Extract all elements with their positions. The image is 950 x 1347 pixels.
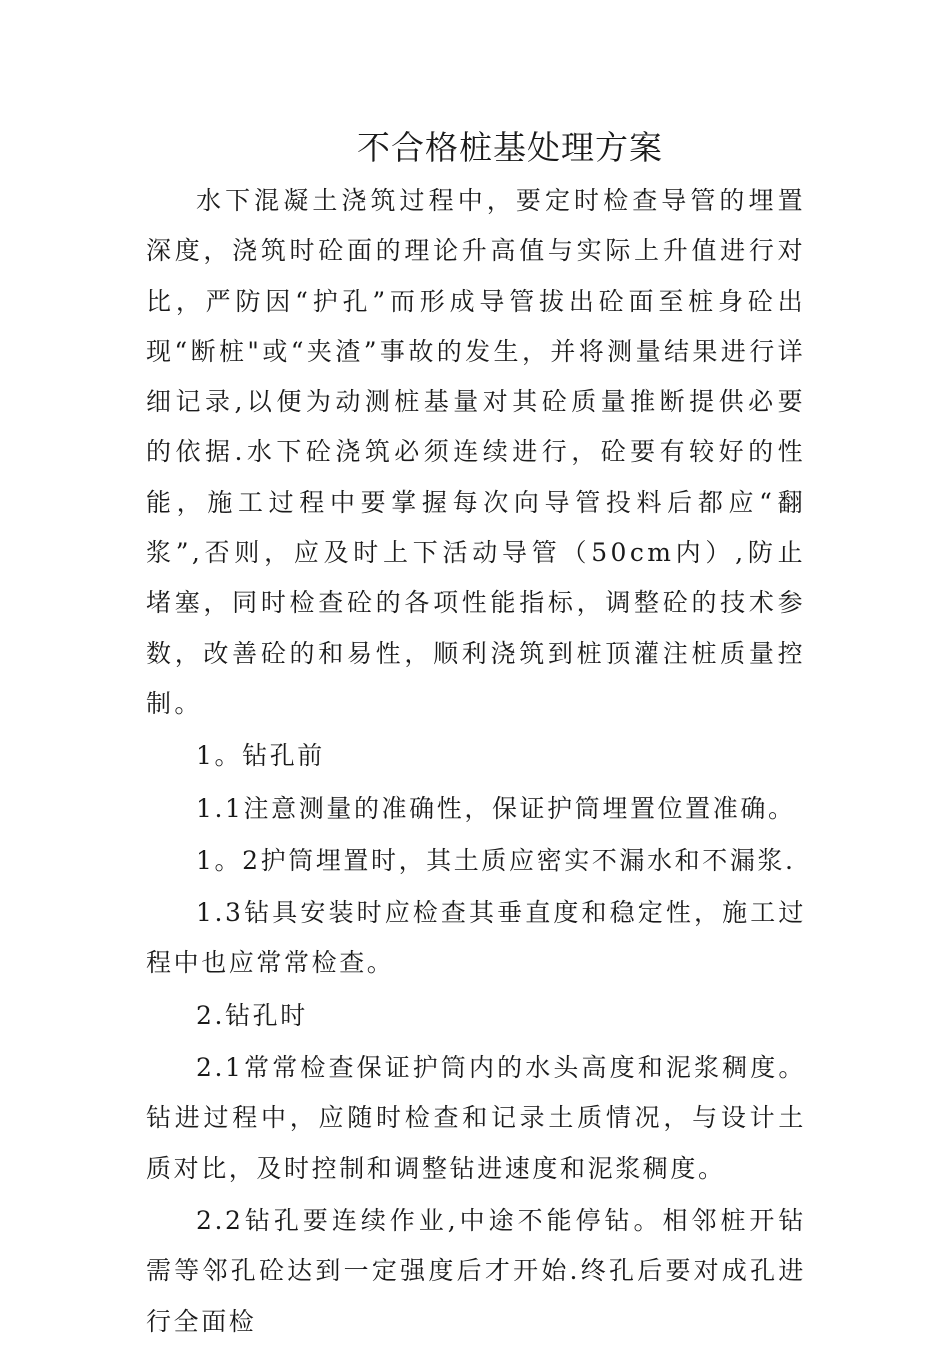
document-body <box>146 176 806 1347</box>
paragraph-1-1: 1.1注意测量的准确性，保证护筒埋置位置准确。 <box>196 793 796 823</box>
paragraph-1-3: 1.3钻具安装时应检查其垂直度和稳定性，施工过程中也应常常检查。 <box>146 898 806 978</box>
paragraph-1-2: 1。2护筒埋置时，其土质应密实不漏水和不漏浆. <box>196 845 796 875</box>
section-heading-before-drilling: 1。钻孔前 <box>196 741 325 771</box>
section-heading-during-drilling: 2.钻孔时 <box>196 1000 308 1030</box>
document-title: 不合格桩基处理方案 <box>357 128 663 167</box>
paragraph-2-2: 2.2钻孔要连续作业,中途不能停钻。相邻桩开钻需等邻孔砼达到一定强度后才开始.终孔后要对成孔进行全面检 <box>146 1205 806 1336</box>
paragraph-intro: 水下混凝土浇筑过程中，要定时检查导管的埋置深度，浇筑时砼面的理论升高值与实际上升值进行对比，严防因“护孔”而形成导管拔出砼面至桩身砼出现“断桩"或“夹渣”事故的发生，并将测量结果进行详细记录,以便为动测桩基量对其砼质量推断提供必要的依据.水下砼浇筑必须连续进行，砼要有较好的性能，施工过程中要掌握每次向导管投料后都应“翻浆”,否则，应及时上下活动导管（50cm内）,防止堵塞，同时检查砼的各项性能指标，调整砼的技术参数，改善砼的和易性，顺利浇筑到桩顶灌注桩质量控制。 <box>146 186 806 718</box>
paragraph-2-1: 2.1常常检查保证护筒内的水头高度和泥浆稠度。钻进过程中，应随时检查和记录土质情况，与设计土质对比，及时控制和调整钻进速度和泥浆稠度。 <box>146 1053 806 1183</box>
